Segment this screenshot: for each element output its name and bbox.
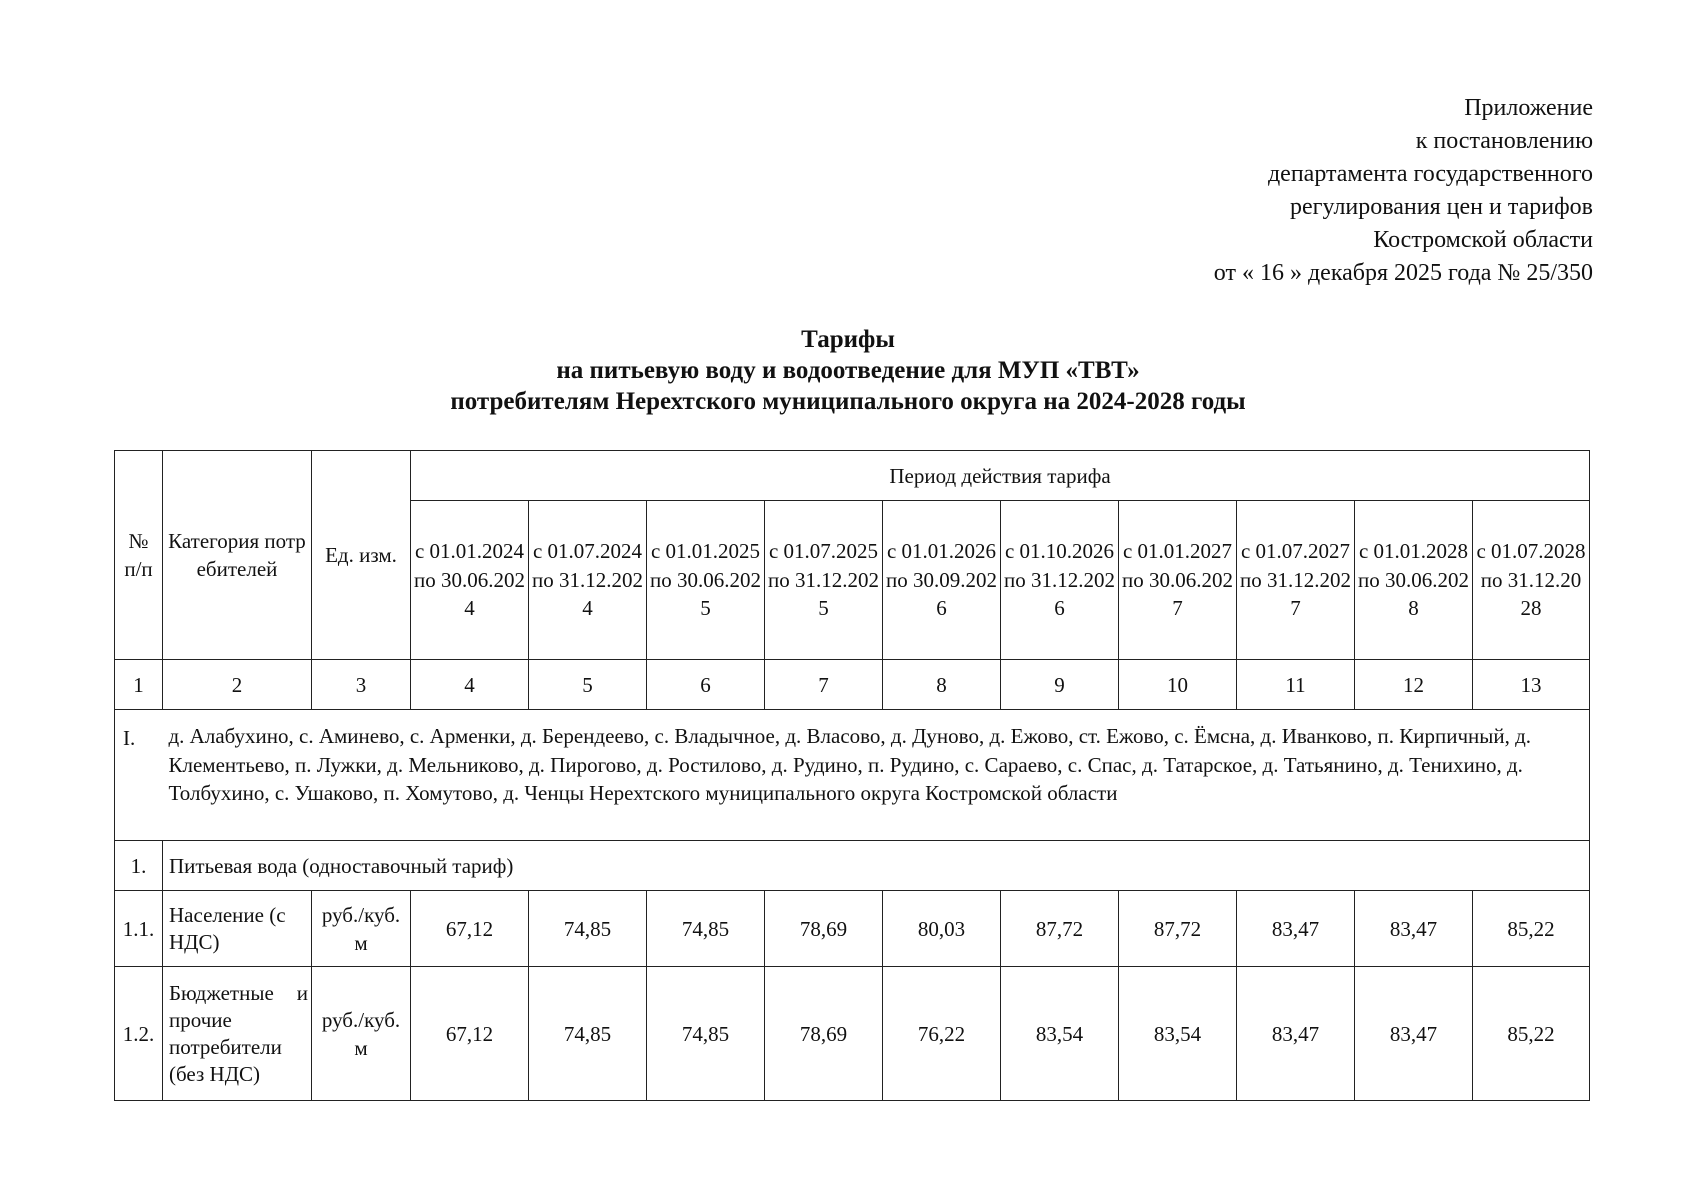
appendix-header [1214,92,1593,290]
location-row [115,710,1590,841]
header-category: Категория потребителей [163,451,312,660]
tariff-value: 76,22 [883,967,1001,1101]
appendix-line: департамента государственного [1267,161,1593,187]
appendix-line: Костромской области [1373,227,1593,253]
tariff-value: 67,12 [411,891,529,967]
column-number: 7 [765,660,883,710]
table-row [115,967,1590,1101]
table-row [115,891,1590,967]
location-text: д. Алабухино, с. Аминево, с. Арменки, д. Берендеево, с. Владычное, д. Власово, д. Дуново, д. Ежово, ст. Ежово, с. Ёмсна, д. Иванково, п. Кирпичный, д. Клементьево, п. Лужки, д. Мельниково, д. Пирогово, д. Ростилово, д. Рудино, п. Рудино, с. Сараево, с. Спас, д. Татарское, д. Татьянино, д. Тенихино, д. Толбухино, с. Ушаково, п. Хомутово, д. Ченцы Нерехтского муниципального округа Костромской области [163,710,1590,841]
tariff-value: 85,22 [1473,967,1590,1101]
column-number-row [115,660,1590,710]
row-num: 1.1. [115,891,163,967]
tariff-value: 87,72 [1119,891,1237,967]
section-row [115,841,1590,891]
period-cell: с 01.07.2025 по 31.12.2025 [765,501,883,660]
period-cell: с 01.01.2025 по 30.06.2025 [647,501,765,660]
period-cell: с 01.07.2028 по 31.12.2028 [1473,501,1590,660]
period-cell: с 01.10.2026 по 31.12.2026 [1001,501,1119,660]
tariff-value: 83,54 [1001,967,1119,1101]
tariff-value: 74,85 [529,891,647,967]
row-num: 1.2. [115,967,163,1101]
appendix-line: Приложение [1464,95,1593,121]
tariff-value: 74,85 [647,891,765,967]
section-num: 1. [115,841,163,891]
header-period: Период действия тарифа [411,451,1590,501]
location-num: I. [115,710,163,841]
appendix-line: регулирования цен и тарифов [1290,194,1593,220]
column-number: 12 [1355,660,1473,710]
period-cell: с 01.01.2026 по 30.09.2026 [883,501,1001,660]
row-unit: руб./куб. м [312,891,411,967]
tariff-value: 74,85 [529,967,647,1101]
column-number: 10 [1119,660,1237,710]
column-number: 5 [529,660,647,710]
title-line: потребителям Нерехтского муниципального округа на 2024-2028 годы [450,388,1246,415]
tariff-value: 87,72 [1001,891,1119,967]
column-number: 6 [647,660,765,710]
tariff-value: 83,47 [1355,891,1473,967]
header-row [115,451,1590,501]
title-line: на питьевую воду и водоотведение для МУП «ТВТ» [556,357,1140,384]
tariff-value: 83,47 [1237,891,1355,967]
row-category: Бюджетные и прочие потребители (без НДС) [163,967,312,1101]
tariff-value: 67,12 [411,967,529,1101]
tariff-value: 74,85 [647,967,765,1101]
column-number: 13 [1473,660,1590,710]
period-cell: с 01.01.2028 по 30.06.2028 [1355,501,1473,660]
period-cell: с 01.07.2024 по 31.12.2024 [529,501,647,660]
appendix-line: от « 16 » декабря 2025 года № 25/350 [1213,260,1593,286]
period-cell: с 01.01.2027 по 30.06.2027 [1119,501,1237,660]
tariff-value: 80,03 [883,891,1001,967]
title-line: Тарифы [801,326,895,353]
period-cell: с 01.07.2027 по 31.12.2027 [1237,501,1355,660]
column-number: 8 [883,660,1001,710]
document-title [0,324,1696,417]
tariff-value: 78,69 [765,891,883,967]
header-unit: Ед. изм. [312,451,411,660]
period-cell: с 01.01.2024 по 30.06.2024 [411,501,529,660]
tariff-table [114,450,1590,1101]
column-number: 4 [411,660,529,710]
column-number: 11 [1237,660,1355,710]
section-text: Питьевая вода (одноставочный тариф) [163,841,1590,891]
tariff-value: 83,47 [1355,967,1473,1101]
column-number: 1 [115,660,163,710]
row-category: Население (с НДС) [163,891,312,967]
tariff-value: 83,47 [1237,967,1355,1101]
tariff-value: 83,54 [1119,967,1237,1101]
column-number: 9 [1001,660,1119,710]
column-number: 3 [312,660,411,710]
tariff-value: 78,69 [765,967,883,1101]
row-unit: руб./куб. м [312,967,411,1101]
column-number: 2 [163,660,312,710]
header-num: № п/п [115,451,163,660]
appendix-line: к постановлению [1415,128,1593,154]
tariff-value: 85,22 [1473,891,1590,967]
